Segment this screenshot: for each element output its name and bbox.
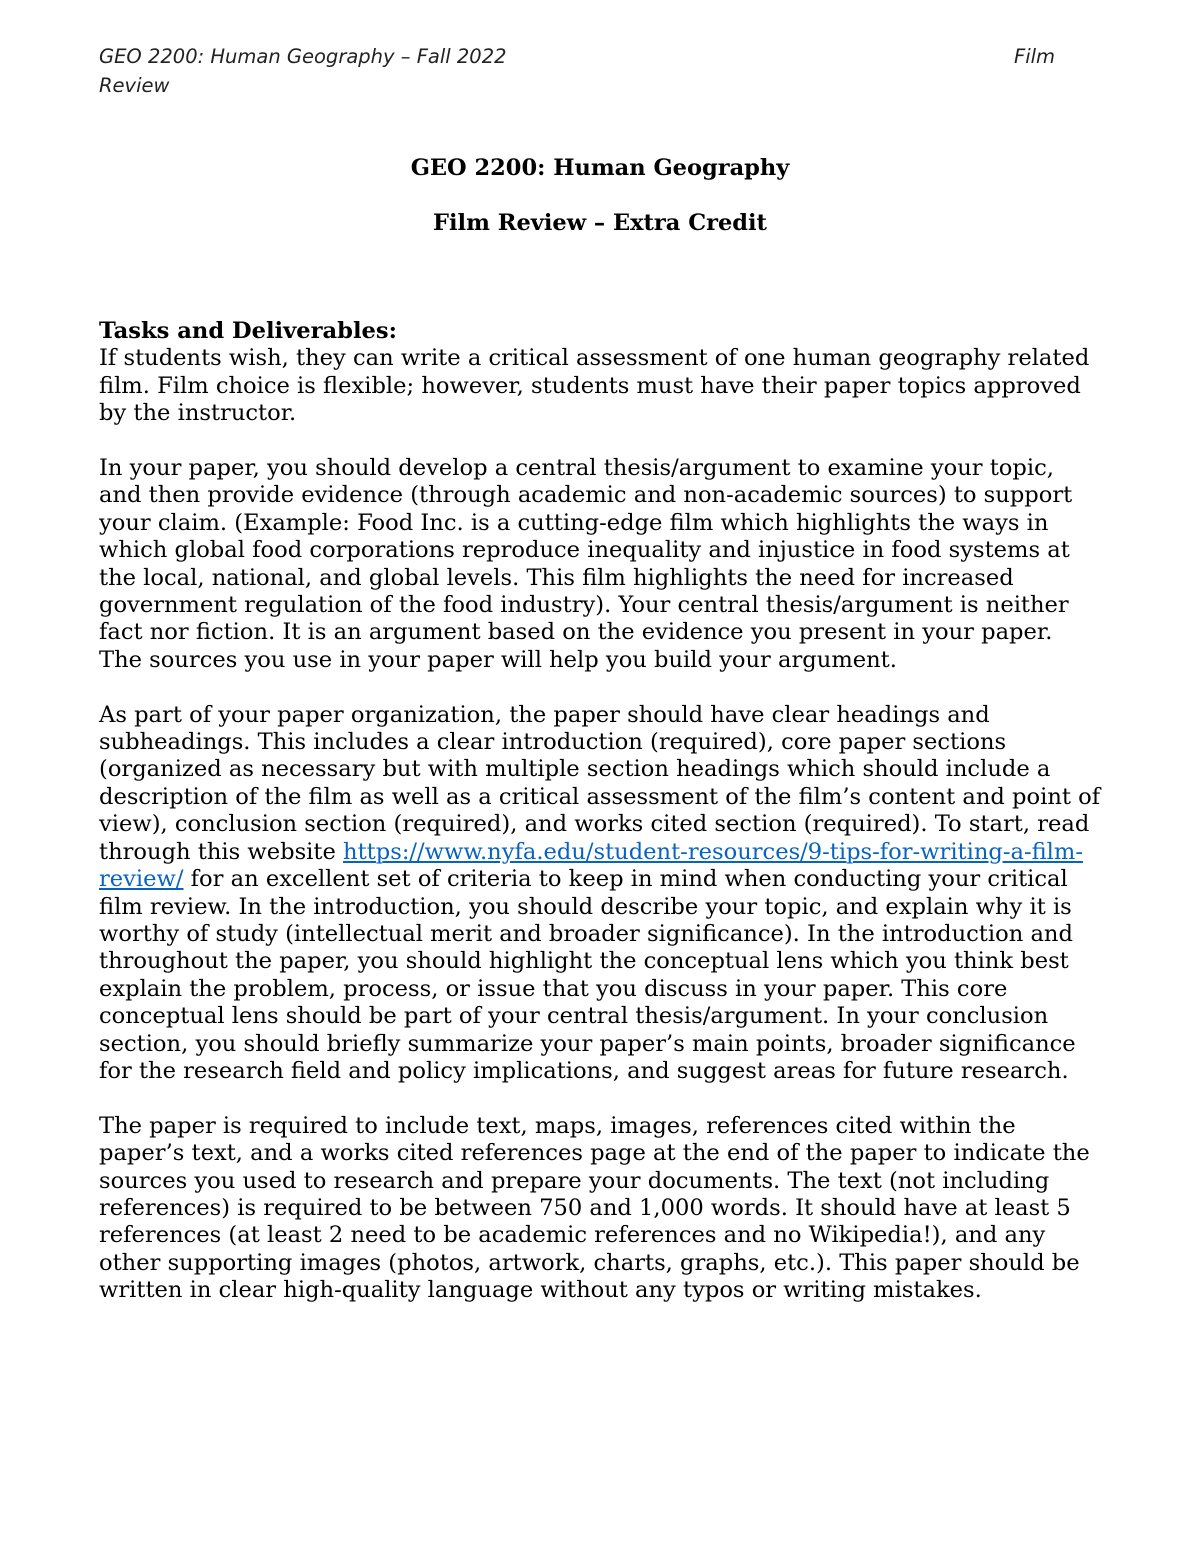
course-title: GEO 2200: Human Geography xyxy=(410,155,790,181)
paragraph-1: If students wish, they can write a critical assessment of one human geography related film. Film choice is flexible; however, students must have their paper topics approved by the instructor. xyxy=(99,345,1090,427)
paragraph-3-text-after-link: for an excellent set of criteria to keep in mind when conducting your critical film review. In the introduction, you should describe your topic, and explain why it is worthy of study (intellectual merit and broader significance). In the introduction and throughout the paper, you should highlight the conceptual lens which you think best explain the problem, process, or issue that you discuss in your paper. This core conceptual lens should be part of your central thesis/argument. In your conclusion section, you should briefly summarize your paper’s main points, broader significance for the research field and policy implications, and suggest areas for future research. xyxy=(99,866,1076,1084)
running-header xyxy=(99,42,1069,100)
paragraph-4: The paper is required to include text, maps, images, references cited within the paper’s text, and a works cited references page at the end of the paper to indicate the sources you used to research and prepare your documents. The text (not including references) is required to be between 750 and 1,000 words. It should have at least 5 references (at least 2 need to be academic references and no Wikipedia!), and any other supporting images (photos, artwork, charts, graphs, etc.). This paper should be written in clear high-quality language without any typos or writing mistakes. xyxy=(99,1112,1090,1304)
running-header-review: Review xyxy=(99,74,170,97)
paragraph-2: In your paper, you should develop a central thesis/argument to examine your topic, and then provide evidence (through academic and non-academic sources) to support your claim. (Example: Food Inc. is a cutting-edge film which highlights the ways in which global food corporations reproduce inequality and injustice in food systems at the local, national, and global levels. This film highlights the need for increased government regulation of the food industry). Your central thesis/argument is neither fact nor fiction. It is an argument based on the evidence you present in your paper. The sources you use in your paper will help you build your argument. xyxy=(99,455,1073,673)
nyfa-film-review-link[interactable]: https://www.nyfa.edu/student-resources/9-tips-for-writing-a-film-review/ xyxy=(99,838,1083,893)
running-header-course: GEO 2200: Human Geography – Fall 2022 xyxy=(99,45,507,68)
tasks-section xyxy=(99,318,1101,428)
paragraph-3 xyxy=(99,702,1101,1086)
section-heading: Tasks and Deliverables: xyxy=(99,318,397,344)
paragraph-3-text-before-link: As part of your paper organization, the paper should have clear headings and subheadings. This includes a clear introduction (required), core paper sections (organized as necessary but with multiple section headings which should include a description of the film as well as a critical assessment of the film’s content and point of view), conclusion section (required), and works cited section (required). To start, read through this website xyxy=(99,701,1101,865)
assignment-title: Film Review – Extra Credit xyxy=(433,210,767,236)
document-body xyxy=(99,318,1101,1332)
running-header-film: Film xyxy=(1014,45,1056,68)
